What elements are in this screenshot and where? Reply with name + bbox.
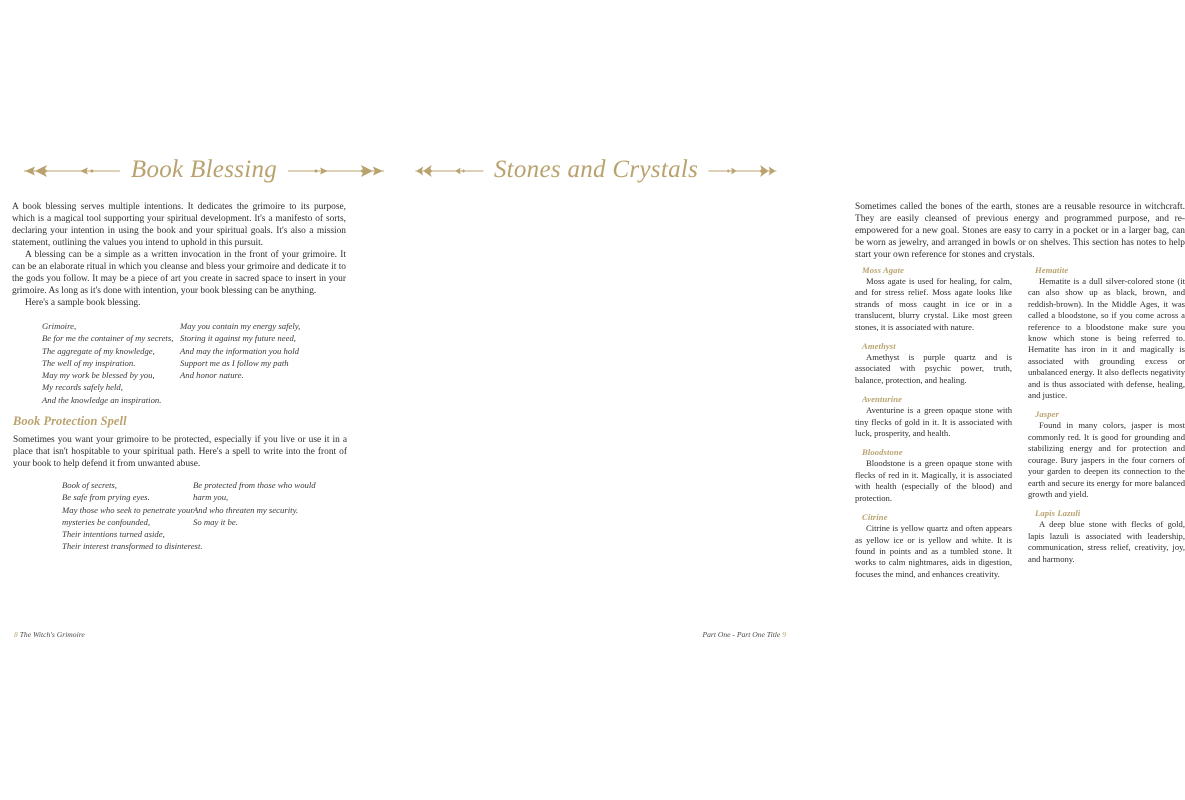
left-chapter-heading — [0, 157, 400, 185]
stone-entry — [1028, 265, 1185, 401]
paragraph: Here's a sample book blessing. — [25, 298, 141, 308]
verse-line: My records safely held, — [42, 382, 123, 393]
stone-description: Found in many colors, jasper is most commonly red. It is good for grounding and stabilizing energy and for protection and courage. Bury jaspers in the four corners of your garden to deepen its connection to the earth and secure its energy for more balanced growth and yield. — [1028, 420, 1185, 499]
stone-name: Amethyst — [862, 341, 896, 352]
verse-line: The well of my inspiration. — [42, 357, 136, 368]
left-page-title: Book Blessing — [130, 156, 278, 183]
verse-column-one — [62, 479, 203, 553]
protection-verse — [62, 479, 362, 553]
verse-line: Be safe from prying eyes. — [62, 492, 150, 503]
verse-line: And honor nature. — [180, 370, 244, 381]
verse-column-two — [193, 479, 316, 553]
stone-name: Moss Agate — [862, 265, 904, 275]
stone-name: Citrine — [862, 512, 888, 523]
verse-line: And may the information you hold — [180, 345, 299, 356]
right-page-title: Stones and Crystals — [493, 156, 699, 183]
right-chapter-heading — [400, 157, 800, 185]
stone-description: Hematite is a dull silver-colored stone (it can also show up as black, brown, and reddish-brown). In the Middle Ages, it was called a bloodstone, so if you come across a reference to a bloodstone make sure you know which stone is being referred to. Hematite has iron in it and magically is associated with grounding excess or unbalanced energy. It also deflects negativity and is thus associated with defense, healing, and justice. — [1028, 276, 1185, 401]
verse-column-one — [42, 320, 180, 406]
stone-entry — [855, 265, 1012, 333]
stone-name: Jasper — [1035, 409, 1059, 420]
paragraph: Sometimes you want your grimoire to be protected, especially if you live or use it in a place that isn't hospitable to your spiritual path. Here's a spell to write into the front of your book to help defend it from unwanted abuse. — [13, 435, 347, 469]
stone-description: A deep blue stone with flecks of gold, lapis lazuli is associated with leadership, communication, stress relief, creativity, joy, and harmony. — [1028, 519, 1185, 564]
right-page-folio: 9 — [782, 630, 786, 639]
stones-list — [855, 265, 1185, 588]
stone-entry — [855, 512, 1012, 580]
stone-entry — [855, 447, 1012, 504]
stone-entry — [1028, 508, 1185, 565]
verse-line: Their interest transformed to disinterest. — [62, 541, 203, 552]
verse-line: May my work be blessed by you, — [42, 370, 155, 381]
verse-line: Be for me the container of my secrets, — [42, 333, 174, 344]
ornament-left-icon — [22, 160, 122, 182]
paragraph: A book blessing serves multiple intentions. It dedicates the grimoire to its purpose, which is a magical tool supporting your spiritual development. It's a manifesto of sorts, declaring your intention in using the book and your spiritual goals. It's also a mission statement, outlining the values you intend to uphold in this pursuit. — [12, 202, 346, 248]
verse-line: And the knowledge an inspiration. — [42, 394, 162, 405]
left-page-footer — [14, 630, 85, 639]
stone-name: Hematite — [1035, 265, 1069, 275]
stone-description: Amethyst is purple quartz and is associated with psychic power, truth, balance, protection, and healing. — [855, 352, 1012, 385]
spell-heading: Book Protection Spell — [13, 414, 127, 428]
verse-line: Be protected from those who would — [193, 480, 316, 490]
stone-name: Aventurine — [862, 394, 902, 405]
stone-description: Bloodstone is a green opaque stone with flecks of red in it. Magically, it is associated with health (especially of the blood) and protection. — [855, 458, 1012, 503]
verse-line: And who threaten my security. — [193, 504, 299, 515]
left-page-folio: 8 — [14, 630, 18, 639]
verse-line: Support me as I follow my path — [180, 357, 289, 368]
right-page — [400, 0, 1185, 800]
paragraph: Sometimes called the bones of the earth, stones are a reusable resource in witchcraft. They are easily cleansed of previous energy and programmed purpose, and re-empowered for a new goal. Stones are easy to carry in a pocket or in a larger bag, can be worn as jewelry, and arranged in bowls or on shelves. This section has notes to help start your own reference for stones and crystals. — [855, 202, 1185, 260]
stone-name: Bloodstone — [862, 447, 903, 458]
stones-column-two — [1028, 265, 1185, 588]
spell-intro-block — [13, 434, 347, 470]
right-intro-block — [855, 201, 1185, 261]
stone-description: Moss agate is used for healing, for calm, and for stress relief. Moss agate looks like strands of moss caught in ice or in a translucent, blurry crystal. Like most green stones, it is associated with nature. — [855, 276, 1012, 332]
stone-name: Lapis Lazuli — [1035, 508, 1081, 519]
ornament-right-icon — [707, 160, 778, 182]
blessing-verse — [42, 320, 352, 406]
right-page-footer — [702, 630, 786, 639]
stone-description: Citrine is yellow quartz and often appears as yellow ice or is yellow and white. It is found in points and as a tumbled stone. It works to calm nightmares, aids in digestion, focuses the mind, and enhances creativity. — [855, 523, 1012, 579]
right-page-footer-text: Part One - Part One Title — [702, 630, 781, 639]
verse-line: May those who seek to penetrate your — [62, 504, 194, 515]
verse-column-two — [180, 320, 300, 406]
verse-line: The aggregate of my knowledge, — [42, 345, 155, 356]
verse-line: Their intentions turned aside, — [62, 529, 165, 540]
left-page-footer-text: The Witch's Grimoire — [19, 630, 85, 639]
verse-line: May you contain my energy safely, — [180, 321, 301, 331]
verse-line: harm you, — [193, 492, 229, 503]
stone-description: Aventurine is a green opaque stone with tiny flecks of gold in it. It is associated with luck, prosperity, and health. — [855, 405, 1012, 439]
left-page — [0, 0, 400, 800]
verse-line: mysteries be confounded, — [62, 516, 151, 527]
stone-entry — [855, 341, 1012, 386]
ornament-left-icon — [414, 160, 485, 182]
stone-entry — [855, 394, 1012, 439]
stones-column-one — [855, 265, 1012, 588]
verse-line: Storing it against my future need, — [180, 333, 296, 344]
ornament-right-icon — [286, 160, 386, 182]
paragraph: A blessing can be a simple as a written invocation in the front of your grimoire. It can be an elaborate ritual in which you cleanse and bless your grimoire and dedicate it to the gods you follow. It may be a piece of art you create in sacred space to insert in your grimoire. As long as it's done with intention, your book blessing can be anything. — [12, 250, 346, 296]
verse-line: Book of secrets, — [62, 480, 117, 490]
verse-line: So may it be. — [193, 516, 238, 527]
verse-line: Grimoire, — [42, 321, 77, 331]
left-intro-block — [12, 201, 346, 309]
stone-entry — [1028, 409, 1185, 500]
